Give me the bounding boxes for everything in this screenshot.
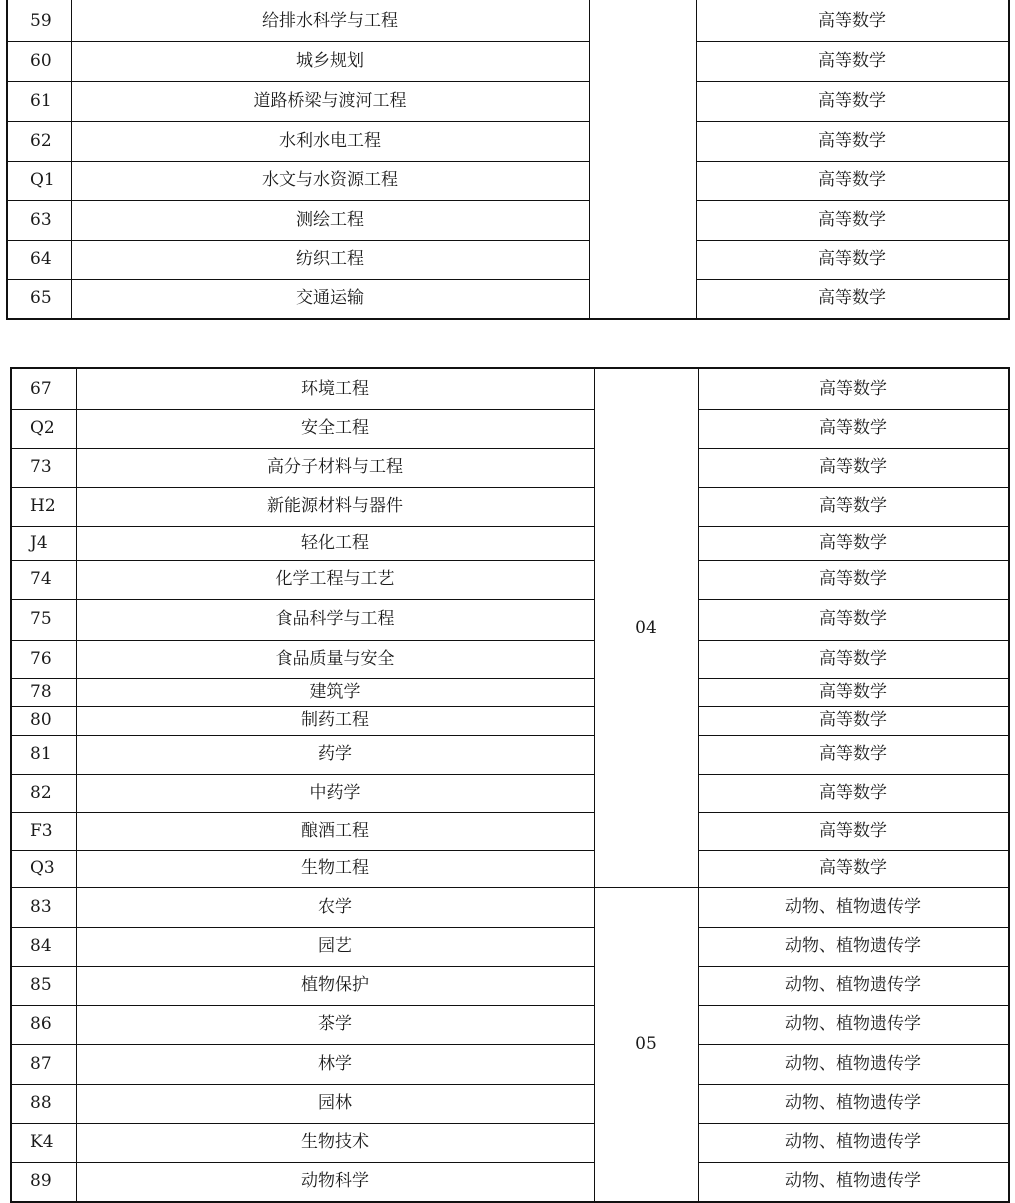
table-row [12,1123,1008,1162]
exam-subject: 高等数学 [819,569,887,589]
row-divider [698,448,1008,449]
major-code: Q3 [30,858,55,878]
major-name: 给排水科学与工程 [262,11,398,31]
row-divider [698,774,1008,775]
major-code: Q1 [30,170,55,190]
table-row [8,161,1008,200]
exam-subject: 高等数学 [819,744,887,764]
row-divider [12,409,594,410]
row-divider [698,678,1008,679]
major-code: 65 [30,288,52,308]
exam-subject: 高等数学 [819,609,887,629]
exam-subject: 高等数学 [819,418,887,438]
table-row [12,1044,1008,1084]
row-divider [698,1162,1008,1163]
row-divider [698,526,1008,527]
major-name: 化学工程与工艺 [275,569,395,589]
row-divider [8,41,589,42]
table-row [8,200,1008,240]
major-code: 86 [30,1014,52,1034]
table-row [12,599,1008,640]
row-divider [698,409,1008,410]
major-code: 82 [30,782,52,803]
major-name: 新能源材料与器件 [267,496,403,516]
row-divider [696,121,1008,122]
row-divider [8,200,589,201]
major-name: 交通运输 [296,288,364,308]
row-divider [12,887,594,888]
exam-subject: 动物、植物遗传学 [785,1053,921,1074]
table-row [12,735,1008,774]
major-code: 74 [30,569,52,589]
major-name: 制药工程 [301,710,369,730]
column-divider [71,0,72,318]
major-name: 道路桥梁与渡河工程 [253,90,407,111]
row-divider [8,279,589,280]
row-divider [12,1123,594,1124]
table-row [12,774,1008,812]
exam-subject: 高等数学 [819,710,887,730]
table-row [8,240,1008,279]
major-code: 76 [30,648,52,669]
row-divider [698,1084,1008,1085]
table-row [12,812,1008,850]
row-divider [12,487,594,488]
row-divider [8,81,589,82]
major-code: 61 [30,90,52,111]
table-row [8,279,1008,318]
exam-subject: 高等数学 [818,130,886,151]
major-name: 水文与水资源工程 [262,170,398,190]
row-divider [8,121,589,122]
major-name: 茶学 [318,1014,352,1034]
major-name: 动物科学 [301,1171,369,1191]
exam-subject: 高等数学 [818,170,886,190]
column-divider [594,369,595,1201]
major-code: 75 [30,609,52,629]
row-divider [698,966,1008,967]
row-divider [12,599,594,600]
major-name: 轻化工程 [301,532,369,553]
major-name: 食品科学与工程 [275,609,395,629]
table-row [12,560,1008,599]
table-row [12,887,1008,927]
row-divider [12,1162,594,1163]
group-code: 05 [635,1034,657,1054]
row-divider [698,706,1008,707]
table-row [12,1084,1008,1123]
row-divider [698,487,1008,488]
column-divider [698,369,699,1201]
major-code: K4 [30,1132,54,1152]
table-row [12,966,1008,1005]
row-divider [12,966,594,967]
row-divider [698,1044,1008,1045]
major-code: 67 [30,378,52,399]
major-name: 药学 [318,744,352,764]
row-divider [12,1005,594,1006]
group-code: 04 [635,618,657,638]
major-code: 81 [30,744,52,764]
row-divider [698,887,1008,888]
row-divider [698,927,1008,928]
exam-subject: 动物、植物遗传学 [785,896,921,917]
exam-subject: 高等数学 [818,11,886,31]
row-divider [698,599,1008,600]
major-code: 80 [30,710,52,730]
major-name: 生物工程 [301,858,369,878]
table-row [12,640,1008,678]
row-divider [698,850,1008,851]
row-divider [12,774,594,775]
major-name: 建筑学 [309,681,361,702]
table-row [12,526,1008,560]
major-code: 60 [30,50,52,71]
row-divider [12,526,594,527]
major-code: 62 [30,130,52,151]
row-divider [698,735,1008,736]
major-name: 安全工程 [301,418,369,438]
exam-subject: 高等数学 [819,648,887,669]
table-row [8,41,1008,81]
table-row [12,706,1008,735]
major-code: 84 [30,936,52,956]
exam-subject: 高等数学 [818,288,886,308]
major-name: 纺织工程 [296,249,364,269]
exam-subject: 高等数学 [818,249,886,269]
major-name: 园林 [318,1093,352,1113]
row-divider [698,1005,1008,1006]
row-divider [696,200,1008,201]
major-code: 64 [30,249,52,269]
table-row [8,121,1008,161]
major-code: 59 [30,11,52,31]
table-row [12,850,1008,887]
major-code: H2 [30,496,56,516]
row-divider [696,240,1008,241]
row-divider [696,161,1008,162]
row-divider [698,812,1008,813]
row-divider [12,1084,594,1085]
major-name: 中药学 [309,782,361,803]
major-name: 食品质量与安全 [275,648,395,669]
table-row [8,2,1008,41]
table-row [12,487,1008,526]
major-code: F3 [30,820,53,841]
row-divider [12,560,594,561]
major-name: 酿酒工程 [301,820,369,841]
row-divider [12,640,594,641]
column-divider [76,369,77,1201]
exam-subject: 高等数学 [818,50,886,71]
course-table-1 [6,0,1010,320]
column-divider [696,0,697,318]
exam-subject: 高等数学 [818,90,886,111]
row-divider [696,279,1008,280]
row-divider [12,706,594,707]
column-divider [589,0,590,318]
major-code: 85 [30,975,52,995]
table-row [12,678,1008,706]
major-code: 73 [30,457,52,477]
row-divider [12,1044,594,1045]
major-code: 89 [30,1171,52,1191]
major-name: 环境工程 [301,378,369,399]
major-name: 园艺 [318,936,352,956]
course-table-2 [10,367,1010,1203]
exam-subject: 动物、植物遗传学 [785,975,921,995]
major-code: 88 [30,1093,52,1113]
exam-subject: 高等数学 [819,858,887,878]
group-divider [594,887,698,888]
major-code: Q2 [30,418,55,438]
major-code: 83 [30,896,52,917]
exam-subject: 高等数学 [819,496,887,516]
table-row [12,369,1008,409]
exam-subject: 动物、植物遗传学 [785,936,921,956]
table-row [12,1162,1008,1201]
table-row [12,448,1008,487]
exam-subject: 高等数学 [819,457,887,477]
row-divider [696,41,1008,42]
table-row [12,927,1008,966]
table-row [8,81,1008,121]
table-row [12,409,1008,448]
exam-subject: 高等数学 [819,681,887,702]
exam-subject: 高等数学 [819,378,887,399]
major-name: 水利水电工程 [279,130,381,151]
major-name: 林学 [318,1053,352,1074]
major-name: 高分子材料与工程 [267,457,403,477]
major-name: 农学 [318,896,352,917]
row-divider [12,678,594,679]
exam-subject: 动物、植物遗传学 [785,1132,921,1152]
major-name: 测绘工程 [296,209,364,230]
major-name: 生物技术 [301,1132,369,1152]
row-divider [12,927,594,928]
row-divider [698,640,1008,641]
major-code: 78 [30,681,52,702]
major-code: 87 [30,1053,52,1074]
row-divider [12,448,594,449]
major-name: 植物保护 [301,975,369,995]
row-divider [8,161,589,162]
major-code: 63 [30,209,52,230]
row-divider [12,735,594,736]
exam-subject: 动物、植物遗传学 [785,1171,921,1191]
exam-subject: 高等数学 [819,782,887,803]
major-code: J4 [30,532,48,553]
table-row [12,1005,1008,1044]
row-divider [696,81,1008,82]
exam-subject: 高等数学 [818,209,886,230]
row-divider [698,560,1008,561]
exam-subject: 动物、植物遗传学 [785,1093,921,1113]
exam-subject: 动物、植物遗传学 [785,1014,921,1034]
row-divider [12,850,594,851]
exam-subject: 高等数学 [819,820,887,841]
row-divider [8,240,589,241]
row-divider [698,1123,1008,1124]
row-divider [12,812,594,813]
exam-subject: 高等数学 [819,532,887,553]
major-name: 城乡规划 [296,50,364,71]
